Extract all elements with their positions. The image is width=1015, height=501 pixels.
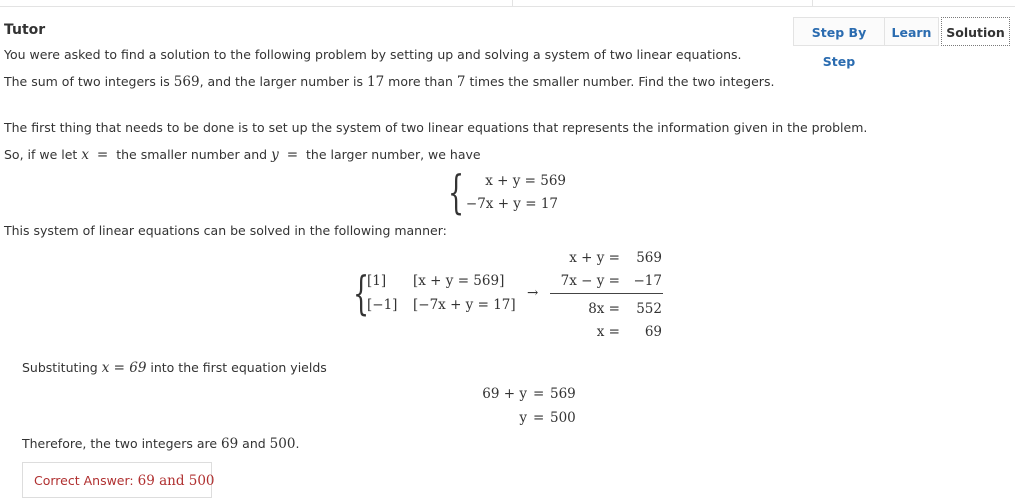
correct-answer-value: 69 and 500: [137, 473, 215, 489]
conclusion-and: and: [238, 436, 270, 451]
arrow-icon: →: [527, 285, 539, 301]
substitution-pre: Substituting: [22, 360, 102, 375]
intro-text: You were asked to find a solution to the following problem by setting up and solving a system of two linear equations.: [4, 47, 742, 62]
substitution-lhs: 69 + y: [482, 386, 527, 402]
elimination-lhs: x + y =: [569, 250, 620, 266]
method-text: This system of linear equations can be solved in the following manner:: [4, 223, 447, 238]
correct-answer-box: [22, 462, 215, 498]
integer-b: 500: [269, 436, 296, 452]
y-variable: y: [271, 147, 279, 163]
bracket-equation-2: [−7x + y = 17]: [413, 297, 516, 313]
substitution-expression: x = 69: [101, 360, 147, 376]
tab-learn[interactable]: Learn: [884, 17, 939, 46]
equals-sign: =: [286, 147, 299, 163]
substitution-text: [22, 360, 327, 376]
elimination-lhs: x =: [596, 324, 620, 340]
system-equation-2: −7x + y = 17: [465, 196, 558, 212]
problem-text: times the smaller number. Find the two integers.: [465, 74, 775, 89]
elimination-rhs: 569: [636, 250, 662, 266]
multiplier-1: [1]: [367, 273, 387, 289]
setup-let-text: So, if we let: [4, 147, 82, 162]
problem-text: more than: [384, 74, 457, 89]
integer-a: 69: [221, 436, 239, 452]
sum-line: [550, 293, 663, 294]
conclusion-post: .: [295, 436, 300, 451]
multiplier-value: 7: [456, 74, 466, 90]
substitution-equals: =: [533, 410, 545, 426]
equals-sign: =: [96, 147, 109, 163]
setup-text: The first thing that needs to be done is to set up the system of two linear equations that represents the information given in the problem.: [4, 120, 868, 135]
variable-definition: [4, 147, 481, 163]
problem-statement: [4, 74, 774, 90]
top-divider-segment: [812, 0, 813, 6]
substitution-post: into the first equation yields: [146, 360, 327, 375]
elimination-lhs: 7x − y =: [560, 273, 620, 289]
top-divider-segment: [512, 0, 513, 6]
elimination-lhs: 8x =: [588, 301, 620, 317]
system-brace: {: [448, 165, 465, 219]
correct-answer-label: Correct Answer:: [34, 473, 138, 488]
conclusion-text: [22, 436, 299, 452]
substitution-rhs: 569: [550, 386, 576, 402]
substitution-equals: =: [533, 386, 545, 402]
sum-value: 569: [173, 74, 200, 90]
substitution-lhs: y: [519, 410, 527, 426]
conclusion-pre: Therefore, the two integers are: [22, 436, 222, 451]
bracket-equation-1: [x + y = 569]: [413, 273, 505, 289]
multiplier-2: [−1]: [367, 297, 398, 313]
top-divider: [0, 0, 1015, 7]
x-variable: x: [81, 147, 89, 163]
smaller-number-text: the smaller number and: [116, 147, 272, 162]
problem-text: , and the larger number is: [199, 74, 367, 89]
substitution-rhs: 500: [550, 410, 576, 426]
elimination-rhs: 69: [644, 324, 662, 340]
difference-value: 17: [367, 74, 385, 90]
page-title: Tutor: [4, 22, 46, 38]
system-equation-1: x + y = 569: [485, 173, 566, 189]
tab-solution[interactable]: Solution: [941, 17, 1010, 46]
elimination-rhs: −17: [633, 273, 662, 289]
elimination-rhs: 552: [636, 301, 662, 317]
problem-text: The sum of two integers is: [4, 74, 174, 89]
larger-number-text: the larger number, we have: [306, 147, 481, 162]
tab-step-by-step[interactable]: Step By Step: [793, 17, 885, 46]
elimination-brace: {: [353, 266, 370, 320]
correct-answer: [34, 473, 215, 489]
